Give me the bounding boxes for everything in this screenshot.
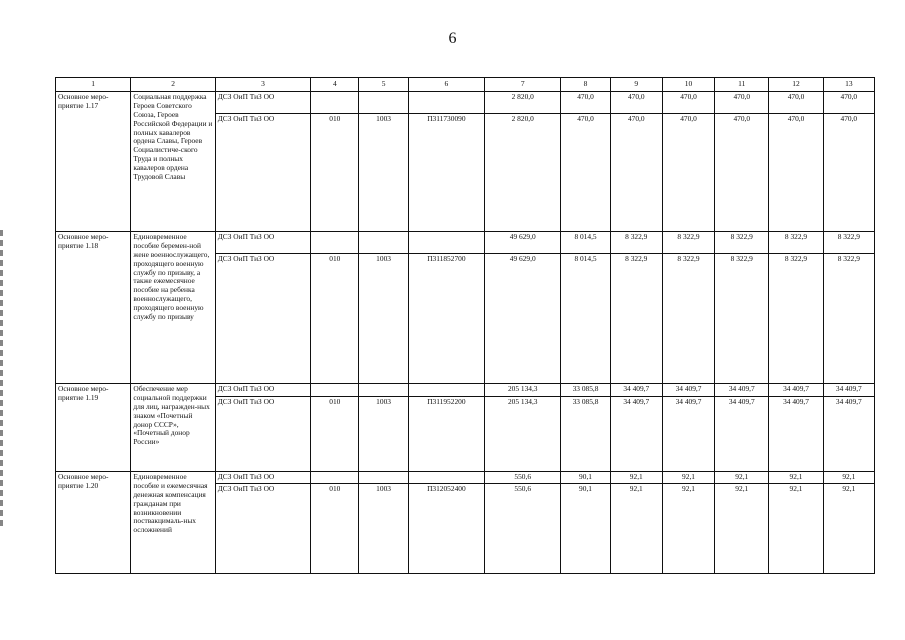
measure-description: Единовременное пособие беремен-ной жене военнослужащего, проходящего военную службу по призыву, а также ежемесячное пособие на ребенка военнослужащего, проходящего военную службу по призыву	[131, 232, 215, 384]
value-cell: 8 322,9	[715, 254, 769, 384]
value-cell: 470,0	[715, 114, 769, 232]
measure-name: Основное меро-приятие 1.17	[56, 92, 131, 232]
value-cell: 90,1	[561, 483, 610, 573]
ministry-code: 010	[311, 114, 359, 232]
value-total: 550,6	[485, 483, 561, 573]
target-code	[408, 92, 484, 114]
executor: ДСЗ ОиП ТиЗ ОО	[215, 472, 310, 484]
section-code: 1003	[359, 254, 408, 384]
value-cell: 34 409,7	[610, 384, 662, 397]
section-code	[359, 232, 408, 254]
value-cell: 92,1	[823, 472, 874, 484]
header-cell: 7	[485, 78, 561, 92]
value-cell: 33 085,8	[561, 397, 610, 472]
executor: ДСЗ ОиП ТиЗ ОО	[215, 92, 310, 114]
ministry-code	[311, 472, 359, 484]
value-cell: 34 409,7	[715, 384, 769, 397]
value-total: 49 629,0	[485, 254, 561, 384]
target-code	[408, 232, 484, 254]
column-number-row	[56, 78, 875, 92]
header-cell: 1	[56, 78, 131, 92]
value-cell: 92,1	[610, 483, 662, 573]
section-code: 1003	[359, 483, 408, 573]
value-cell: 8 322,9	[610, 254, 662, 384]
measure-name: Основное меро-приятие 1.18	[56, 232, 131, 384]
ministry-code	[311, 384, 359, 397]
value-cell: 34 409,7	[823, 384, 874, 397]
executor: ДСЗ ОиП ТиЗ ОО	[215, 114, 310, 232]
value-cell: 8 322,9	[769, 254, 823, 384]
measure-description: Обеспечение мер социальной поддержки для лиц, награжден-ных знаком «Почетный донор СССР», «Почетный донор России»	[131, 384, 215, 472]
value-cell: 8 014,5	[561, 232, 610, 254]
value-cell: 470,0	[715, 92, 769, 114]
value-cell: 33 085,8	[561, 384, 610, 397]
value-cell: 92,1	[769, 472, 823, 484]
value-total: 2 820,0	[485, 92, 561, 114]
value-cell: 8 322,9	[823, 254, 874, 384]
value-cell: 92,1	[610, 472, 662, 484]
value-cell: 470,0	[662, 92, 714, 114]
value-cell: 470,0	[610, 114, 662, 232]
value-cell: 8 014,5	[561, 254, 610, 384]
executor: ДСЗ ОиП ТиЗ ОО	[215, 384, 310, 397]
header-cell: 10	[662, 78, 714, 92]
value-cell: 8 322,9	[769, 232, 823, 254]
value-cell: 470,0	[561, 92, 610, 114]
target-code: П311952200	[408, 397, 484, 472]
value-cell: 470,0	[823, 114, 874, 232]
scan-edge-mark	[0, 230, 3, 530]
value-cell: 8 322,9	[662, 232, 714, 254]
value-cell: 470,0	[769, 114, 823, 232]
value-cell: 34 409,7	[610, 397, 662, 472]
header-cell: 11	[715, 78, 769, 92]
table-row	[56, 92, 875, 114]
section-code: 1003	[359, 114, 408, 232]
ministry-code	[311, 92, 359, 114]
value-cell: 92,1	[769, 483, 823, 573]
value-cell: 8 322,9	[715, 232, 769, 254]
header-cell: 6	[408, 78, 484, 92]
target-code	[408, 472, 484, 484]
header-cell: 4	[311, 78, 359, 92]
value-total: 550,6	[485, 472, 561, 484]
ministry-code: 010	[311, 483, 359, 573]
value-total: 205 134,3	[485, 384, 561, 397]
target-code: П312052400	[408, 483, 484, 573]
section-code	[359, 384, 408, 397]
value-total: 49 629,0	[485, 232, 561, 254]
value-cell: 34 409,7	[662, 397, 714, 472]
ministry-code: 010	[311, 254, 359, 384]
header-cell: 2	[131, 78, 215, 92]
measure-description: Единовременное пособие и ежемесячная денежная компенсация гражданам при возникновении поствакцималь-ных осложнений	[131, 472, 215, 574]
executor: ДСЗ ОиП ТиЗ ОО	[215, 397, 310, 472]
value-cell: 34 409,7	[662, 384, 714, 397]
page-number: 6	[448, 30, 457, 47]
value-cell: 92,1	[662, 472, 714, 484]
value-cell: 34 409,7	[769, 397, 823, 472]
table-row	[56, 232, 875, 254]
value-cell: 92,1	[662, 483, 714, 573]
value-cell: 8 322,9	[662, 254, 714, 384]
header-cell: 8	[561, 78, 610, 92]
value-cell: 92,1	[715, 472, 769, 484]
value-cell: 92,1	[823, 483, 874, 573]
value-cell: 92,1	[715, 483, 769, 573]
section-code	[359, 472, 408, 484]
table-row	[56, 384, 875, 397]
target-code	[408, 384, 484, 397]
measure-name: Основное меро-приятие 1.19	[56, 384, 131, 472]
executor: ДСЗ ОиП ТиЗ ОО	[215, 483, 310, 573]
program-table	[55, 77, 875, 574]
table-row	[56, 472, 875, 484]
target-code: П311852700	[408, 254, 484, 384]
value-cell: 8 322,9	[823, 232, 874, 254]
value-total: 2 820,0	[485, 114, 561, 232]
header-cell: 3	[215, 78, 310, 92]
value-cell: 470,0	[823, 92, 874, 114]
header-cell: 9	[610, 78, 662, 92]
value-cell: 8 322,9	[610, 232, 662, 254]
header-cell: 13	[823, 78, 874, 92]
section-code: 1003	[359, 397, 408, 472]
measure-description: Социальная поддержка Героев Советского Союза, Героев Российской Федерации и полных кавалеров ордена Славы, Героев Социалистиче-ского Труда и полных кавалеров ордена Трудовой Славы	[131, 92, 215, 232]
value-cell: 90,1	[561, 472, 610, 484]
executor: ДСЗ ОиП ТиЗ ОО	[215, 232, 310, 254]
value-cell: 470,0	[662, 114, 714, 232]
measure-name: Основное меро-приятие 1.20	[56, 472, 131, 574]
section-code	[359, 92, 408, 114]
header-cell: 12	[769, 78, 823, 92]
executor: ДСЗ ОиП ТиЗ ОО	[215, 254, 310, 384]
value-cell: 470,0	[769, 92, 823, 114]
header-cell: 5	[359, 78, 408, 92]
value-cell: 470,0	[610, 92, 662, 114]
ministry-code: 010	[311, 397, 359, 472]
value-total: 205 134,3	[485, 397, 561, 472]
target-code: П311730090	[408, 114, 484, 232]
value-cell: 34 409,7	[823, 397, 874, 472]
value-cell: 34 409,7	[715, 397, 769, 472]
ministry-code	[311, 232, 359, 254]
value-cell: 470,0	[561, 114, 610, 232]
value-cell: 34 409,7	[769, 384, 823, 397]
